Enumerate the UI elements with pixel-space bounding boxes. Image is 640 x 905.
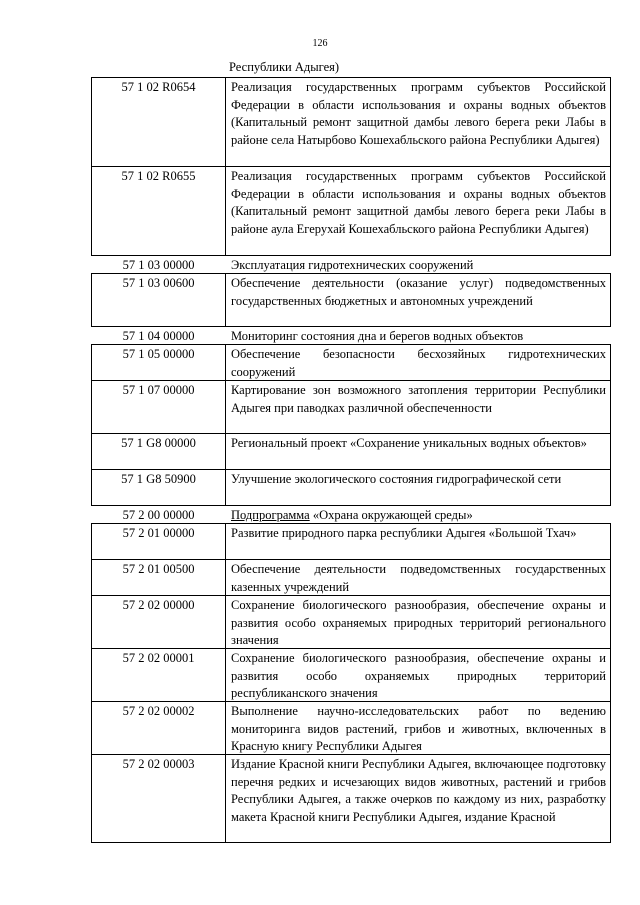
budget-classification-table bbox=[91, 78, 611, 843]
row-code: 57 1 03 00600 bbox=[92, 274, 226, 326]
row-description: Реализация государственных программ субъектов Российской Федерации в области использования и охраны водных объектов (Капитальный ремонт защитной дамбы левого берега реки Лабы в районе села Натырбово Кошехабльского района Республики Адыгея) bbox=[231, 80, 606, 147]
table-row bbox=[91, 754, 611, 843]
subprogram-title: «Охрана окружающей среды» bbox=[309, 508, 473, 522]
row-code: 57 1 07 00000 bbox=[92, 381, 226, 433]
table-row bbox=[91, 380, 611, 434]
row-description: Издание Красной книги Республики Адыгея, включающее подготовку перечня редких и исчезающих видов животных, растений и грибов Республики Адыгея, а также очерков по каждому из них, разработку макета Красной книги Республики Адыгея, издание Красной bbox=[231, 757, 606, 824]
row-description: Обеспечение деятельности (оказание услуг) подведомственных государственных бюджетных и автономных учреждений bbox=[231, 276, 606, 308]
table-row bbox=[91, 344, 611, 381]
row-description: Картирование зон возможного затопления территории Республики Адыгея при паводках различной обеспеченности bbox=[231, 383, 606, 415]
row-code: 57 1 05 00000 bbox=[92, 345, 226, 380]
table-row bbox=[91, 701, 611, 755]
row-description: Улучшение экологического состояния гидрографической сети bbox=[231, 472, 562, 486]
row-code: 57 2 02 00002 bbox=[92, 702, 226, 754]
row-code: 57 2 02 00000 bbox=[92, 596, 226, 648]
table-row bbox=[91, 77, 611, 167]
table-row bbox=[91, 559, 611, 596]
row-code: 57 1 02 R0655 bbox=[92, 167, 226, 255]
table-row bbox=[91, 505, 611, 524]
table-row bbox=[91, 166, 611, 256]
row-code: 57 2 02 00003 bbox=[92, 755, 226, 842]
row-code: 57 1 04 00000 bbox=[122, 329, 195, 343]
row-description: Обеспечение безопасности бесхозяйных гидротехнических сооружений bbox=[231, 347, 606, 379]
subprogram-label: Подпрограмма bbox=[231, 508, 310, 522]
row-description: Сохранение биологического разнообразия, обеспечение охраны и развития особо охраняемых природных территорий республиканского значения bbox=[231, 651, 606, 700]
row-description: Эксплуатация гидротехнических сооружений bbox=[231, 258, 474, 272]
row-description: Реализация государственных программ субъектов Российской Федерации в области использования и охраны водных объектов (Капитальный ремонт защитной дамбы левого берега реки Лабы в районе аула Егерухай Кошехабльского района Республики Адыгея) bbox=[231, 169, 606, 236]
row-description: Региональный проект «Сохранение уникальных водных объектов» bbox=[231, 436, 587, 450]
table-row bbox=[91, 595, 611, 649]
row-description: Развитие природного парка республики Адыгея «Большой Тхач» bbox=[231, 526, 577, 540]
row-code: 57 1 G8 50900 bbox=[92, 470, 226, 505]
table-row bbox=[91, 255, 611, 274]
page-number: 126 bbox=[312, 38, 328, 49]
row-code: 57 2 02 00001 bbox=[92, 649, 226, 701]
continuation-text: Республики Адыгея) bbox=[229, 60, 340, 74]
row-description: Мониторинг состояния дна и берегов водных объектов bbox=[231, 329, 524, 343]
table-row bbox=[91, 523, 611, 560]
row-code: 57 2 01 00500 bbox=[92, 560, 226, 595]
row-code: 57 1 03 00000 bbox=[122, 258, 195, 272]
table-row bbox=[91, 433, 611, 470]
row-description: Обеспечение деятельности подведомственных государственных казенных учреждений bbox=[231, 562, 606, 594]
row-code: 57 2 01 00000 bbox=[92, 524, 226, 559]
table-row bbox=[91, 273, 611, 327]
row-description bbox=[226, 506, 610, 523]
row-description: Выполнение научно-исследовательских работ по ведению мониторинга видов растений, грибов и животных, включенных в Красную книгу Республики Адыгея bbox=[231, 704, 606, 753]
table-row bbox=[91, 326, 611, 345]
table-row bbox=[91, 648, 611, 702]
row-code: 57 1 G8 00000 bbox=[92, 434, 226, 469]
row-code: 57 2 00 00000 bbox=[122, 508, 195, 522]
table-row bbox=[91, 469, 611, 506]
row-code: 57 1 02 R0654 bbox=[92, 78, 226, 166]
row-description: Сохранение биологического разнообразия, обеспечение охраны и развития особо охраняемых природных территорий регионального значения bbox=[231, 598, 606, 647]
